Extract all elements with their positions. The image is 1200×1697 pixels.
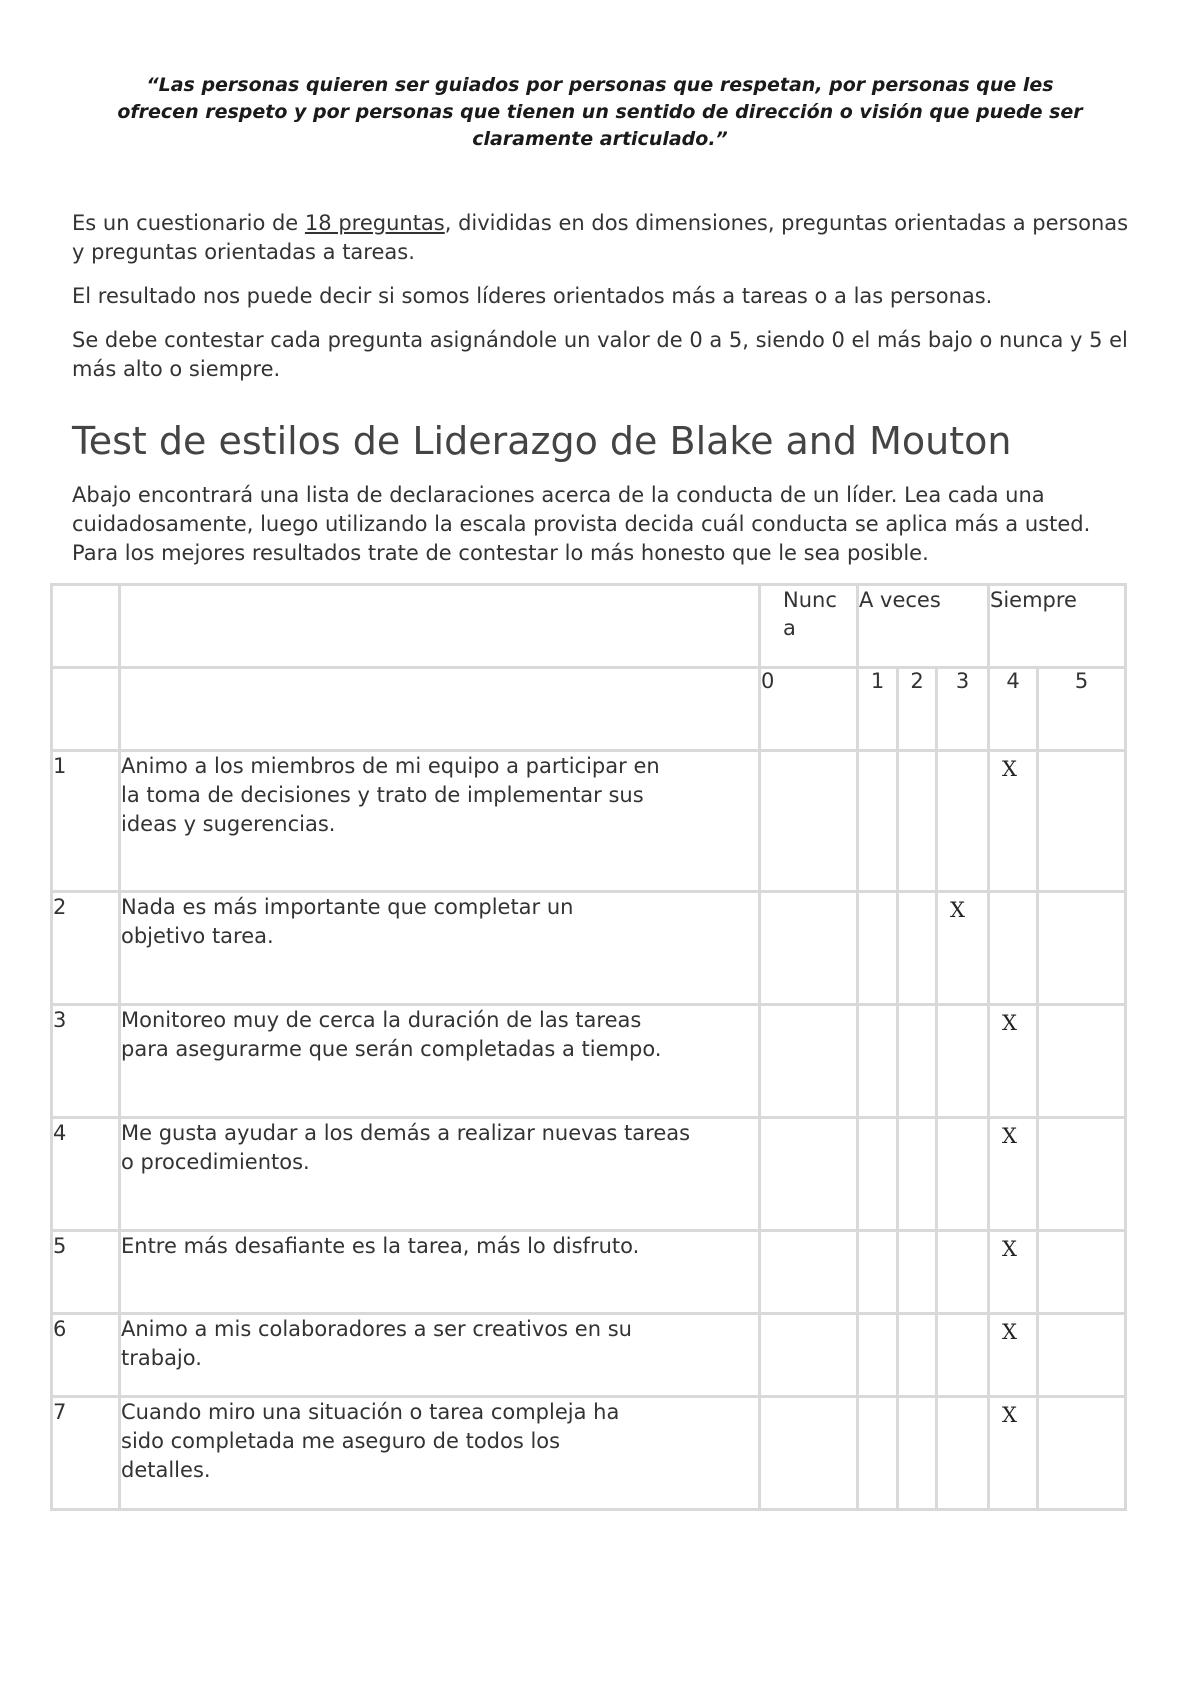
header-nunca (760, 585, 858, 668)
empty-cell (52, 668, 120, 751)
score-cell-0[interactable] (760, 751, 858, 892)
page-title: Test de estilos de Liderazgo de Blake and Mouton (72, 419, 1012, 463)
score-cell-4[interactable] (989, 1231, 1038, 1314)
question-text-line: Me gusta ayudar a los demás a realizar nuevas tareas (121, 1121, 691, 1145)
empty-cell (120, 585, 760, 668)
intro-paragraph-2: El resultado nos puede decir si somos líderes orientados más a tareas o a las personas. (72, 284, 993, 308)
question-text-line: sido completada me aseguro de todos los (121, 1429, 561, 1453)
score-cell-0[interactable] (760, 1397, 858, 1510)
header-row (52, 585, 1126, 668)
score-cell-3[interactable] (937, 1118, 989, 1231)
score-cell-3[interactable] (937, 1005, 989, 1118)
selected-mark: X (1002, 1011, 1017, 1035)
question-text (120, 1118, 760, 1231)
empty-cell (120, 668, 760, 751)
quote-line: claramente articulado.” (472, 128, 728, 150)
opening-quote (110, 72, 1090, 153)
selected-mark: X (1002, 757, 1017, 781)
intro-paragraph-3: Se debe contestar cada pregunta asignándole un valor de 0 a 5, siendo 0 el más bajo o nunca y 5 el más alto o siempre. (72, 328, 1128, 381)
empty-cell (52, 585, 120, 668)
score-cell-2[interactable] (898, 1231, 937, 1314)
score-cell-5[interactable] (1038, 1118, 1126, 1231)
question-text-line: objetivo tarea. (121, 924, 274, 948)
header-siempre: Siempre (989, 585, 1126, 668)
score-cell-5[interactable] (1038, 1231, 1126, 1314)
question-text-line: Entre más desafiante es la tarea, más lo disfruto. (121, 1234, 640, 1258)
score-cell-4[interactable] (989, 1397, 1038, 1510)
scale-value-5: 5 (1038, 668, 1126, 751)
selected-mark: X (1002, 1237, 1017, 1261)
scale-value-3: 3 (937, 668, 989, 751)
question-text (120, 751, 760, 892)
intro-paragraph-1 (72, 209, 1137, 267)
header-nunca-part: a (783, 616, 796, 640)
score-cell-3[interactable] (937, 1231, 989, 1314)
score-cell-1[interactable] (858, 1005, 898, 1118)
score-cell-4[interactable] (989, 751, 1038, 892)
score-cell-5[interactable] (1038, 751, 1126, 892)
question-text (120, 892, 760, 1005)
score-cell-4[interactable] (989, 1314, 1038, 1397)
score-cell-3[interactable] (937, 751, 989, 892)
score-cell-5[interactable] (1038, 1005, 1126, 1118)
selected-mark: X (1002, 1124, 1017, 1148)
scale-value-2: 2 (898, 668, 937, 751)
score-cell-3[interactable] (937, 1314, 989, 1397)
table-row (52, 1005, 1126, 1118)
score-cell-5[interactable] (1038, 1397, 1126, 1510)
question-text (120, 1314, 760, 1397)
intro-text: Es un cuestionario de (72, 211, 305, 235)
question-text-line: detalles. (121, 1458, 211, 1482)
scale-value-4: 4 (989, 668, 1038, 751)
scale-row (52, 668, 1126, 751)
question-number: 5 (52, 1231, 120, 1314)
intro-text: , divididas en dos dimensiones, preguntas orientadas a personas y preguntas orientadas a tareas. (72, 211, 1129, 264)
table-row (52, 1397, 1126, 1510)
score-cell-1[interactable] (858, 1231, 898, 1314)
score-cell-2[interactable] (898, 1397, 937, 1510)
question-number: 3 (52, 1005, 120, 1118)
score-cell-0[interactable] (760, 1314, 858, 1397)
question-number: 2 (52, 892, 120, 1005)
question-text-line: Monitoreo muy de cerca la duración de las tareas (121, 1008, 642, 1032)
header-nunca-part: Nunc (783, 588, 837, 612)
table-row (52, 892, 1126, 1005)
questions-count-link: 18 preguntas (304, 211, 445, 235)
selected-mark: X (950, 898, 965, 922)
question-text-line: o procedimientos. (121, 1150, 310, 1174)
header-a-veces: A veces (858, 585, 989, 668)
score-cell-1[interactable] (858, 1397, 898, 1510)
score-cell-2[interactable] (898, 1005, 937, 1118)
question-text-line: Nada es más importante que completar un (121, 895, 574, 919)
table-row (52, 751, 1126, 892)
question-text (120, 1397, 760, 1510)
quote-line: ofrecen respeto y por personas que tienen un sentido de dirección o visión que puede ser (117, 101, 1083, 123)
score-cell-2[interactable] (898, 1314, 937, 1397)
score-cell-2[interactable] (898, 892, 937, 1005)
question-text-line: trabajo. (121, 1346, 202, 1370)
score-cell-1[interactable] (858, 892, 898, 1005)
score-cell-2[interactable] (898, 751, 937, 892)
selected-mark: X (1002, 1403, 1017, 1427)
table-row (52, 1118, 1126, 1231)
question-text-line: la toma de decisiones y trato de implementar sus (121, 783, 644, 807)
score-cell-1[interactable] (858, 751, 898, 892)
quote-line: “Las personas quieren ser guiados por personas que respetan, por personas que les (146, 74, 1054, 96)
score-cell-0[interactable] (760, 892, 858, 1005)
score-cell-2[interactable] (898, 1118, 937, 1231)
leadership-test-table (50, 583, 1127, 1511)
score-cell-1[interactable] (858, 1314, 898, 1397)
score-cell-0[interactable] (760, 1118, 858, 1231)
instructions-paragraph: Abajo encontrará una lista de declaraciones acerca de la conducta de un líder. Lea cada una cuidadosamente, luego utilizando la escala provista decida cuál conducta se aplica más a usted. Para los mejores resultados trate de contestar lo más honesto que le sea posible. (72, 483, 1091, 565)
score-cell-3[interactable] (937, 1397, 989, 1510)
question-text-line: Animo a los miembros de mi equipo a participar en (121, 754, 660, 778)
score-cell-1[interactable] (858, 1118, 898, 1231)
selected-mark: X (1002, 1320, 1017, 1344)
question-number: 6 (52, 1314, 120, 1397)
score-cell-3[interactable] (937, 892, 989, 1005)
question-text (120, 1231, 760, 1314)
question-number: 4 (52, 1118, 120, 1231)
question-number: 7 (52, 1397, 120, 1510)
question-text-line: Animo a mis colaboradores a ser creativos en su (121, 1317, 632, 1341)
table-row (52, 1314, 1126, 1397)
score-cell-4[interactable] (989, 1005, 1038, 1118)
score-cell-4[interactable] (989, 1118, 1038, 1231)
score-cell-5[interactable] (1038, 1314, 1126, 1397)
table-row (52, 1231, 1126, 1314)
question-text (120, 1005, 760, 1118)
question-number: 1 (52, 751, 120, 892)
question-text-line: Cuando miro una situación o tarea compleja ha (121, 1400, 620, 1424)
score-cell-0[interactable] (760, 1005, 858, 1118)
score-cell-5[interactable] (1038, 892, 1126, 1005)
score-cell-0[interactable] (760, 1231, 858, 1314)
scale-value-1: 1 (858, 668, 898, 751)
question-text-line: para asegurarme que serán completadas a tiempo. (121, 1037, 662, 1061)
question-text-line: ideas y sugerencias. (121, 812, 336, 836)
scale-value-0: 0 (760, 668, 858, 751)
score-cell-4[interactable] (989, 892, 1038, 1005)
